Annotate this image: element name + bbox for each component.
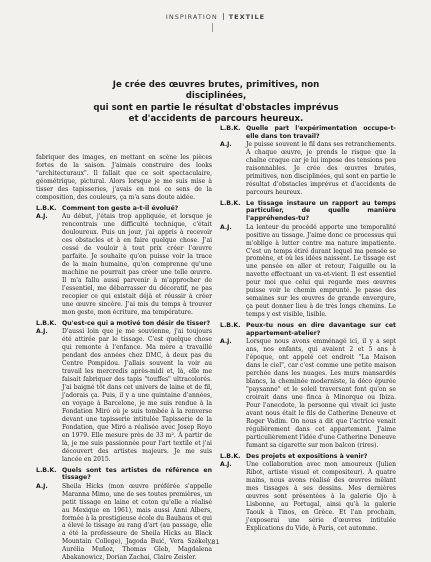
header-divider xyxy=(223,13,224,20)
pull-quote-line-3: et d'accidents de parcours heureux. xyxy=(128,113,304,124)
question-2: L.B.K. Qu'est-ce qui a motivé ton désir de tisser? xyxy=(36,319,211,327)
header-section-inspiration: INSPIRATION xyxy=(165,13,218,21)
header-rule xyxy=(212,23,213,32)
page-number: 81 xyxy=(211,538,220,546)
question-3: L.B.K. Quels sont tes artistes de référence en tissage? xyxy=(36,466,212,482)
page-header xyxy=(0,13,431,21)
pull-quote-line-2: qui sont en partie le résultat d'obstacles imprévus xyxy=(93,102,339,113)
question-4: L.B.K. Quelle part l'expérimentation occupe-t-elle dans ton travail? xyxy=(220,125,396,140)
question-1: L.B.K. Comment ton geste a-t-il évolué? xyxy=(36,204,179,212)
left-column xyxy=(36,154,212,562)
answer-5: A.J. La lenteur du procédé apporte une temporalité positive au tissage. J'aime donc ce processus qui m'oblige à lutter contre ma nature impatiente. C'est un temps étiré durant lequel ma pensée se promène, et où les idées naissent. Le tissage est une pensée en aller et retour, l'aiguille ou la navette effectuant un va-et-vient. Il est essentiel pour moi que celui qui regarde mes œuvres puisse voir le chemin emprunté. Je passe des semaines sur les œuvres de grande envergure, ça peut donner lieu à de très longs chemins. Le temps y est visible, lisible. xyxy=(220,223,396,319)
answer-2: A.J. D'aussi loin que je me souvienne, j'ai toujours été attirée par le tissage. C'est quelque chose qui remonte à l'enfance. Ma mère a travaillé pendant des années chez DMC, à deux pas du Centre Pompidou. J'allais souvent la voir au travail les mercredis après-midi et, là, elle me faisait fabriquer des tapis "touffes" ultracolorés. J'ai baigné tôt dans cet univers de laine et de fil, j'adorais ça. Puis, il y a une quintaine d'années, en voyage à Barcelone, je me suis rendue à la Fondation Miró où je suis tombée à la renverse devant une tapisserie intitulée Tapisserie de la Fondation, que Miró a réalisée avec Josep Royo en 1979. Elle mesure près de 33 m². À partir de là, je me suis passionnée pour l'art textile et j'ai découvert des artistes majeurs. Je me suis lancée en 2015. xyxy=(36,328,212,463)
right-column xyxy=(220,122,396,533)
answer-6: A.J. Lorsque nous avons emménagé ici, il y a sept ans, nos enfants, qui avaient 2 et 5 ans à l'époque, ont appelé cet endroit "La Maison dans le ciel", car c'est comme une petite maison perchée dans les nuages. Les murs mansardés blancs, la cheminée moderniste, la déco épurée "paysanne" et le soleil traversant font qu'on se croirait dans une finca à Minorque ou Ibiza. Pour l'anecdote, la personne qui vivait ici juste avant nous était le fils de Catherine Deneuve et Roger Vadim. On nous a dit que l'actrice venait régulièrement dans cet appartement. J'aime particulièrement l'idée d'une Catherine Deneuve fumant sa cigarette sur mon balcon (rires). xyxy=(220,338,396,449)
pull-quote-line-1: Je crée des œuvres brutes, primitives, non disciplinées, xyxy=(112,80,320,102)
intro-paragraph: fabriquer des images, en mettant en scène les pièces fortes de la saison. J'aimais construire des looks "architecturaux". Il fallait que ce soit spectaculaire, géométrique, pictural. Alors lorsque je me suis mise à tisser des tapisseries, j'avais en moi ce sens de la composition, des couleurs, ça m'a sans doute aidée. xyxy=(36,154,212,201)
pull-quote xyxy=(85,80,347,125)
header-section-textile: TEXTILE xyxy=(228,13,266,21)
question-6: L.B.K. Peux-tu nous en dire davantage sur cet appartement-atelier? xyxy=(220,322,396,337)
answer-3: A.J. Sheila Hicks (mon œuvre préférée s'appelle Maranna Mimo, une de ses toutes premières, un petit tissage en laine et coton qu'elle a réalisé au Mexique en 1961), mais aussi Anni Albers, formée à la prestigieuse école du Bauhaus et qui a élevé le tissage au rang d'art (au passage, elle a été la professeure de Sheila Hicks au Black Mountain College), Jagoda Buić, Vera Székely, Aurélia Muñoz, Thomas Gleb, Magdalena Abakanowicz, Dorian Zachai, Claire Zeisler. xyxy=(36,482,212,562)
answer-4: A.J. Je puisse souvent le fil dans ses retranchements. À chaque œuvre, je prends le risque que la chaîne craque car je lui impose des tensions peu raisonnables. Je crée des œuvres brutes, primitives, non disciplinées, qui sont en partie le résultat d'obstacles imprévus et d'accidents de parcours heureux. xyxy=(220,141,396,196)
question-7: L.B.K. Des projets et expositions à venir? xyxy=(220,452,368,460)
answer-7: A.J. Une collaboration avec mon amoureux (Julien Ribot, artiste visuel et compositeur). À quatre mains, nous avons réalisé des œuvres mêlant mes tissages à ses dessins. Mes dernières œuvres sont présentées à la galerie Ojo à Lisbonne, au Portugal, ainsi qu'à la galerie Taouk à Tinos, en Grèce. Et l'an prochain, j'exposerai une série d'œuvres intitulée Explications du Vide, à Paris, cet automne. xyxy=(220,461,396,532)
question-5: L.B.K. Le tissage instaure un rapport au temps particulier, de quelle manière l'appréhendes-tu? xyxy=(220,199,396,223)
answer-1: A.J. Au début, j'étais trop appliquée, et lorsque je rencontrais une difficulté technique, c'était douloureux. Puis un jour, j'ai appris à recevoir ces obstacles et à en faire quelque chose. J'ai cessé de vouloir à tout prix créer l'œuvre parfaite. Je souhaite qu'on puisse voir la trace de la main humaine, qu'on comprenne qu'une machine ne pourrait pas créer une telle œuvre. Il m'a fallu aussi parvenir à m'approcher de l'essentiel, me débarrasser du décoratif, ne pas recopier ce qui existait déjà et réussir à créer une œuvre sincère. J'ai mis du temps à trouver mon geste, mon écriture, ma température. xyxy=(36,213,212,316)
